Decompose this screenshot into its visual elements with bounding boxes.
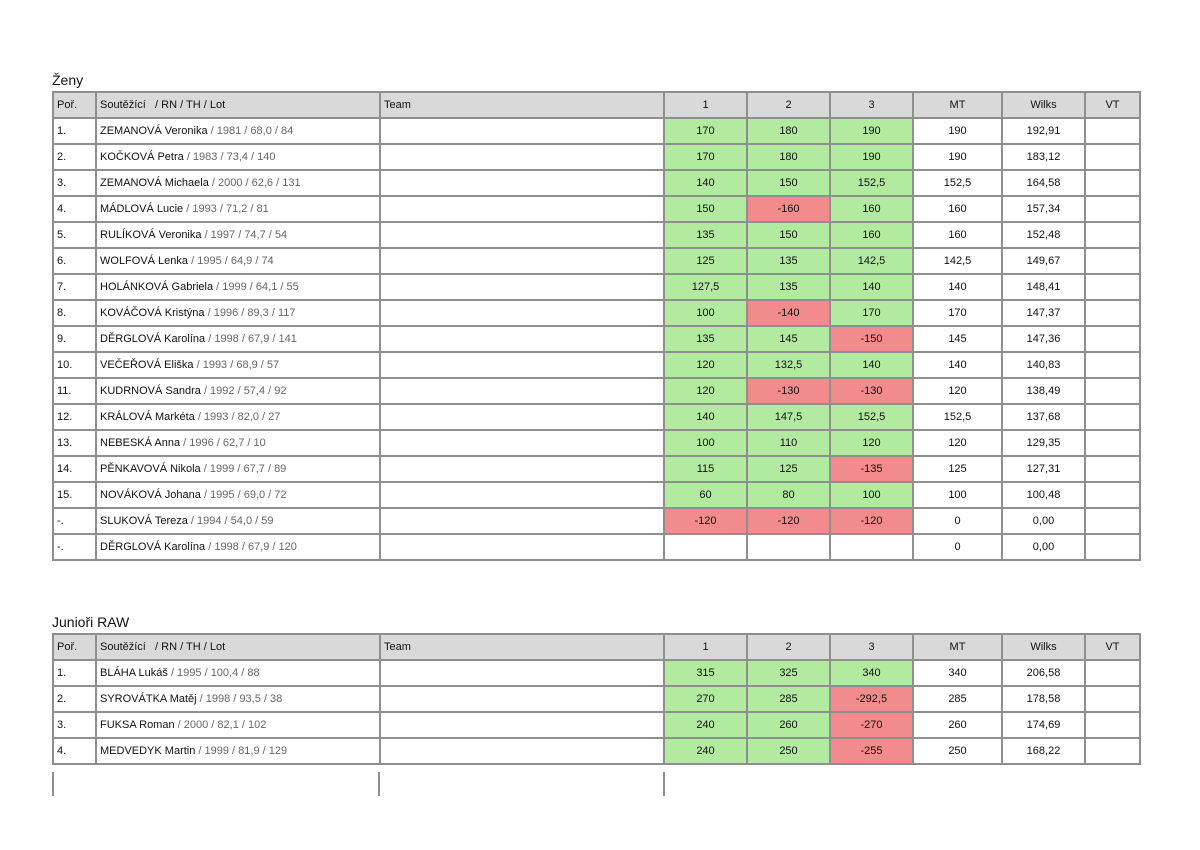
attempt-3-cell: 160 <box>830 222 913 248</box>
competitor-name: BLÁHA Lukáš <box>100 667 168 679</box>
header-competitor-label: Soutěžící <box>100 641 146 653</box>
table-row <box>53 118 1140 144</box>
attempt-3-cell: 140 <box>830 274 913 300</box>
vt-cell <box>1085 274 1140 300</box>
mt-cell: 100 <box>913 482 1002 508</box>
attempt-2-cell: -120 <box>747 508 830 534</box>
vt-cell <box>1085 686 1140 712</box>
header-attempt-2: 2 <box>747 92 830 118</box>
attempt-1-cell: 127,5 <box>664 274 747 300</box>
rank-cell: 4. <box>53 738 96 764</box>
wilks-cell: 174,69 <box>1002 712 1085 738</box>
rank-cell: 14. <box>53 456 96 482</box>
competitor-cell <box>96 456 380 482</box>
table-tail-line <box>378 772 380 796</box>
vt-cell <box>1085 118 1140 144</box>
rank-cell: -. <box>53 508 96 534</box>
team-cell <box>380 196 664 222</box>
attempt-2-cell: 135 <box>747 248 830 274</box>
team-cell <box>380 326 664 352</box>
header-vt: VT <box>1085 92 1140 118</box>
team-cell <box>380 430 664 456</box>
competitor-name: HOLÁNKOVÁ Gabriela <box>100 281 214 293</box>
vt-cell <box>1085 222 1140 248</box>
table-row <box>53 456 1140 482</box>
wilks-cell: 129,35 <box>1002 430 1085 456</box>
vt-cell <box>1085 738 1140 764</box>
rank-cell: 6. <box>53 248 96 274</box>
mt-cell: 160 <box>913 222 1002 248</box>
wilks-cell: 147,37 <box>1002 300 1085 326</box>
competitor-meta: / 1983 / 73,4 / 140 <box>186 151 276 163</box>
attempt-2-cell: 325 <box>747 660 830 686</box>
wilks-cell: 178,58 <box>1002 686 1085 712</box>
wilks-cell: 183,12 <box>1002 144 1085 170</box>
header-mt: MT <box>913 634 1002 660</box>
vt-cell <box>1085 508 1140 534</box>
rank-cell: -. <box>53 534 96 560</box>
vt-cell <box>1085 170 1140 196</box>
header-attempt-1: 1 <box>664 92 747 118</box>
attempt-2-cell: 285 <box>747 686 830 712</box>
table-row <box>53 196 1140 222</box>
vt-cell <box>1085 326 1140 352</box>
header-attempt-3: 3 <box>830 92 913 118</box>
table-row <box>53 686 1140 712</box>
section-title: Ženy <box>52 72 84 88</box>
rank-cell: 3. <box>53 712 96 738</box>
table-row <box>53 404 1140 430</box>
header-attempt-3: 3 <box>830 634 913 660</box>
rank-cell: 7. <box>53 274 96 300</box>
team-cell <box>380 534 664 560</box>
team-cell <box>380 482 664 508</box>
competitor-cell <box>96 326 380 352</box>
attempt-3-cell: -292,5 <box>830 686 913 712</box>
attempt-3-cell: -130 <box>830 378 913 404</box>
competitor-cell <box>96 222 380 248</box>
wilks-cell: 140,83 <box>1002 352 1085 378</box>
attempt-2-cell: 80 <box>747 482 830 508</box>
competitor-meta: / 2000 / 62,6 / 131 <box>211 177 301 189</box>
vt-cell <box>1085 534 1140 560</box>
table-row <box>53 300 1140 326</box>
attempt-1-cell: 140 <box>664 170 747 196</box>
competitor-name: NEBESKÁ Anna <box>100 437 181 449</box>
mt-cell: 250 <box>913 738 1002 764</box>
mt-cell: 120 <box>913 378 1002 404</box>
attempt-2-cell <box>747 534 830 560</box>
competitor-meta: / 1995 / 64,9 / 74 <box>191 255 274 267</box>
attempt-2-cell: 110 <box>747 430 830 456</box>
table-tail-line <box>663 772 665 796</box>
vt-cell <box>1085 352 1140 378</box>
section-zeny <box>52 69 1139 561</box>
vt-cell <box>1085 196 1140 222</box>
mt-cell: 0 <box>913 508 1002 534</box>
mt-cell: 260 <box>913 712 1002 738</box>
team-cell <box>380 118 664 144</box>
team-cell <box>380 456 664 482</box>
wilks-cell: 148,41 <box>1002 274 1085 300</box>
attempt-1-cell: 240 <box>664 738 747 764</box>
attempt-3-cell: 170 <box>830 300 913 326</box>
mt-cell: 285 <box>913 686 1002 712</box>
team-cell <box>380 660 664 686</box>
attempt-1-cell: 100 <box>664 430 747 456</box>
header-wilks: Wilks <box>1002 634 1085 660</box>
attempt-3-cell: -135 <box>830 456 913 482</box>
competitor-cell <box>96 482 380 508</box>
competitor-name: DĚRGLOVÁ Karolína <box>100 541 206 553</box>
attempt-2-cell: -130 <box>747 378 830 404</box>
attempt-3-cell: -270 <box>830 712 913 738</box>
competitor-name: RULÍKOVÁ Veronika <box>100 229 202 241</box>
attempt-1-cell: 120 <box>664 378 747 404</box>
competitor-cell <box>96 144 380 170</box>
competitor-name: KOČKOVÁ Petra <box>100 151 184 163</box>
rank-cell: 1. <box>53 660 96 686</box>
rank-cell: 13. <box>53 430 96 456</box>
wilks-cell: 0,00 <box>1002 508 1085 534</box>
rank-cell: 2. <box>53 686 96 712</box>
competitor-name: SYROVÁTKA Matěj <box>100 693 197 705</box>
attempt-3-cell: 142,5 <box>830 248 913 274</box>
rank-cell: 4. <box>53 196 96 222</box>
table-row <box>53 222 1140 248</box>
header-vt: VT <box>1085 634 1140 660</box>
competitor-cell <box>96 712 380 738</box>
competitor-meta: / 1998 / 67,9 / 141 <box>208 333 297 345</box>
competitor-cell <box>96 404 380 430</box>
vt-cell <box>1085 144 1140 170</box>
table-row <box>53 738 1140 764</box>
attempt-1-cell: 270 <box>664 686 747 712</box>
attempt-3-cell: 340 <box>830 660 913 686</box>
competitor-cell <box>96 378 380 404</box>
competitor-cell <box>96 300 380 326</box>
attempt-2-cell: 150 <box>747 170 830 196</box>
mt-cell: 190 <box>913 118 1002 144</box>
header-competitor-meta: / RN / TH / Lot <box>155 641 226 653</box>
attempt-1-cell: 170 <box>664 144 747 170</box>
header-competitor-label: Soutěžící <box>100 99 146 111</box>
table-tail-line <box>52 772 54 796</box>
header-competitor <box>96 634 380 660</box>
header-row <box>53 92 1140 118</box>
competitor-meta: / 2000 / 82,1 / 102 <box>177 719 267 731</box>
vt-cell <box>1085 482 1140 508</box>
mt-cell: 142,5 <box>913 248 1002 274</box>
rank-cell: 8. <box>53 300 96 326</box>
vt-cell <box>1085 456 1140 482</box>
attempt-2-cell: 125 <box>747 456 830 482</box>
header-attempt-2: 2 <box>747 634 830 660</box>
competitor-meta: / 1996 / 62,7 / 10 <box>183 437 266 449</box>
attempt-3-cell: 152,5 <box>830 404 913 430</box>
team-cell <box>380 738 664 764</box>
results-table <box>52 91 1141 561</box>
table-row <box>53 430 1140 456</box>
competitor-meta: / 1993 / 82,0 / 27 <box>197 411 281 423</box>
competitor-cell <box>96 170 380 196</box>
attempt-3-cell: -255 <box>830 738 913 764</box>
team-cell <box>380 404 664 430</box>
competitor-meta: / 1999 / 64,1 / 55 <box>216 281 299 293</box>
header-mt: MT <box>913 92 1002 118</box>
mt-cell: 152,5 <box>913 404 1002 430</box>
competitor-cell <box>96 686 380 712</box>
rank-cell: 1. <box>53 118 96 144</box>
wilks-cell: 206,58 <box>1002 660 1085 686</box>
competitor-cell <box>96 248 380 274</box>
attempt-1-cell: 150 <box>664 196 747 222</box>
attempt-1-cell: 135 <box>664 326 747 352</box>
wilks-cell: 137,68 <box>1002 404 1085 430</box>
attempt-3-cell: 152,5 <box>830 170 913 196</box>
wilks-cell: 157,34 <box>1002 196 1085 222</box>
vt-cell <box>1085 712 1140 738</box>
table-row <box>53 660 1140 686</box>
team-cell <box>380 274 664 300</box>
competitor-name: FUKSA Roman <box>100 719 175 731</box>
competitor-name: VEČEŘOVÁ Eliška <box>100 359 194 371</box>
vt-cell <box>1085 404 1140 430</box>
competitor-cell <box>96 508 380 534</box>
table-row <box>53 274 1140 300</box>
table-row <box>53 534 1140 560</box>
results-table <box>52 633 1141 765</box>
team-cell <box>380 300 664 326</box>
competitor-name: WOLFOVÁ Lenka <box>100 255 189 267</box>
team-cell <box>380 352 664 378</box>
attempt-3-cell: -150 <box>830 326 913 352</box>
mt-cell: 0 <box>913 534 1002 560</box>
wilks-cell: 147,36 <box>1002 326 1085 352</box>
table-row <box>53 170 1140 196</box>
attempt-1-cell: 125 <box>664 248 747 274</box>
table-row <box>53 378 1140 404</box>
attempt-1-cell: 60 <box>664 482 747 508</box>
competitor-cell <box>96 274 380 300</box>
attempt-2-cell: 250 <box>747 738 830 764</box>
wilks-cell: 192,91 <box>1002 118 1085 144</box>
mt-cell: 120 <box>913 430 1002 456</box>
competitor-cell <box>96 534 380 560</box>
header-row <box>53 634 1140 660</box>
header-wilks: Wilks <box>1002 92 1085 118</box>
competitor-cell <box>96 660 380 686</box>
team-cell <box>380 222 664 248</box>
header-rank: Poř. <box>53 634 96 660</box>
header-attempt-1: 1 <box>664 634 747 660</box>
mt-cell: 190 <box>913 144 1002 170</box>
attempt-2-cell: 132,5 <box>747 352 830 378</box>
competitor-name: MEDVEDYK Martin <box>100 745 196 757</box>
team-cell <box>380 170 664 196</box>
mt-cell: 152,5 <box>913 170 1002 196</box>
competitor-meta: / 1997 / 74,7 / 54 <box>204 229 288 241</box>
competitor-name: KOVÁČOVÁ Kristýna <box>100 307 205 319</box>
attempt-2-cell: 180 <box>747 144 830 170</box>
attempt-2-cell: -160 <box>747 196 830 222</box>
attempt-2-cell: 180 <box>747 118 830 144</box>
attempt-1-cell: 240 <box>664 712 747 738</box>
mt-cell: 125 <box>913 456 1002 482</box>
competitor-meta: / 1998 / 67,9 / 120 <box>208 541 297 553</box>
wilks-cell: 149,67 <box>1002 248 1085 274</box>
wilks-cell: 164,58 <box>1002 170 1085 196</box>
table-row <box>53 712 1140 738</box>
section-juniori-raw <box>52 611 1139 765</box>
competitor-cell <box>96 738 380 764</box>
rank-cell: 11. <box>53 378 96 404</box>
mt-cell: 140 <box>913 352 1002 378</box>
wilks-cell: 168,22 <box>1002 738 1085 764</box>
header-competitor <box>96 92 380 118</box>
header-team: Team <box>380 634 664 660</box>
mt-cell: 170 <box>913 300 1002 326</box>
rank-cell: 15. <box>53 482 96 508</box>
attempt-1-cell <box>664 534 747 560</box>
attempt-1-cell: 115 <box>664 456 747 482</box>
table-row <box>53 144 1140 170</box>
table-row <box>53 352 1140 378</box>
mt-cell: 340 <box>913 660 1002 686</box>
wilks-cell: 152,48 <box>1002 222 1085 248</box>
rank-cell: 12. <box>53 404 96 430</box>
attempt-3-cell: 120 <box>830 430 913 456</box>
rank-cell: 5. <box>53 222 96 248</box>
attempt-2-cell: 145 <box>747 326 830 352</box>
attempt-3-cell: 160 <box>830 196 913 222</box>
mt-cell: 160 <box>913 196 1002 222</box>
table-row <box>53 326 1140 352</box>
competitor-name: ZEMANOVÁ Michaela <box>100 177 209 189</box>
attempt-2-cell: 135 <box>747 274 830 300</box>
competitor-cell <box>96 196 380 222</box>
attempt-1-cell: 135 <box>664 222 747 248</box>
team-cell <box>380 712 664 738</box>
team-cell <box>380 378 664 404</box>
competitor-cell <box>96 118 380 144</box>
competitor-name: MÁDLOVÁ Lucie <box>100 203 184 215</box>
attempt-3-cell: 190 <box>830 144 913 170</box>
attempt-3-cell: 140 <box>830 352 913 378</box>
attempt-2-cell: 260 <box>747 712 830 738</box>
rank-cell: 2. <box>53 144 96 170</box>
competitor-cell <box>96 352 380 378</box>
attempt-1-cell: 100 <box>664 300 747 326</box>
wilks-cell: 138,49 <box>1002 378 1085 404</box>
vt-cell <box>1085 430 1140 456</box>
attempt-2-cell: 147,5 <box>747 404 830 430</box>
wilks-cell: 100,48 <box>1002 482 1085 508</box>
team-cell <box>380 248 664 274</box>
wilks-cell: 127,31 <box>1002 456 1085 482</box>
vt-cell <box>1085 300 1140 326</box>
attempt-3-cell: -120 <box>830 508 913 534</box>
attempt-1-cell: 170 <box>664 118 747 144</box>
rank-cell: 3. <box>53 170 96 196</box>
header-rank: Poř. <box>53 92 96 118</box>
competitor-name: SLUKOVÁ Tereza <box>100 515 188 527</box>
attempt-1-cell: -120 <box>664 508 747 534</box>
competitor-name: DĚRGLOVÁ Karolína <box>100 333 206 345</box>
competitor-meta: / 1992 / 57,4 / 92 <box>203 385 287 397</box>
competitor-meta: / 1995 / 69,0 / 72 <box>203 489 287 501</box>
competitor-name: NOVÁKOVÁ Johana <box>100 489 201 501</box>
competitor-meta: / 1999 / 81,9 / 129 <box>198 745 288 757</box>
competitor-name: ZEMANOVÁ Veronika <box>100 125 208 137</box>
vt-cell <box>1085 660 1140 686</box>
competitor-meta: / 1994 / 54,0 / 59 <box>190 515 274 527</box>
competitor-meta: / 1998 / 93,5 / 38 <box>199 693 283 705</box>
attempt-3-cell: 100 <box>830 482 913 508</box>
rank-cell: 10. <box>53 352 96 378</box>
competitor-meta: / 1996 / 89,3 / 117 <box>207 307 296 319</box>
table-row <box>53 508 1140 534</box>
header-team: Team <box>380 92 664 118</box>
attempt-1-cell: 120 <box>664 352 747 378</box>
attempt-2-cell: 150 <box>747 222 830 248</box>
competitor-name: KUDRNOVÁ Sandra <box>100 385 201 397</box>
competitor-meta: / 1999 / 67,7 / 89 <box>203 463 287 475</box>
vt-cell <box>1085 378 1140 404</box>
team-cell <box>380 144 664 170</box>
attempt-1-cell: 140 <box>664 404 747 430</box>
attempt-1-cell: 315 <box>664 660 747 686</box>
competitor-meta: / 1995 / 100,4 / 88 <box>170 667 260 679</box>
competitor-meta: / 1993 / 71,2 / 81 <box>186 203 269 215</box>
table-row <box>53 248 1140 274</box>
rank-cell: 9. <box>53 326 96 352</box>
competitor-name: PĚNKAVOVÁ Nikola <box>100 463 201 475</box>
attempt-3-cell: 190 <box>830 118 913 144</box>
section-title: Junioři RAW <box>52 614 130 630</box>
competitor-cell <box>96 430 380 456</box>
competitor-name: KRÁLOVÁ Markéta <box>100 411 195 423</box>
wilks-cell: 0,00 <box>1002 534 1085 560</box>
vt-cell <box>1085 248 1140 274</box>
header-competitor-meta: / RN / TH / Lot <box>155 99 226 111</box>
competitor-meta: / 1981 / 68,0 / 84 <box>210 125 294 137</box>
mt-cell: 140 <box>913 274 1002 300</box>
attempt-2-cell: -140 <box>747 300 830 326</box>
team-cell <box>380 508 664 534</box>
team-cell <box>380 686 664 712</box>
attempt-3-cell <box>830 534 913 560</box>
competitor-meta: / 1993 / 68,9 / 57 <box>196 359 280 371</box>
mt-cell: 145 <box>913 326 1002 352</box>
table-row <box>53 482 1140 508</box>
